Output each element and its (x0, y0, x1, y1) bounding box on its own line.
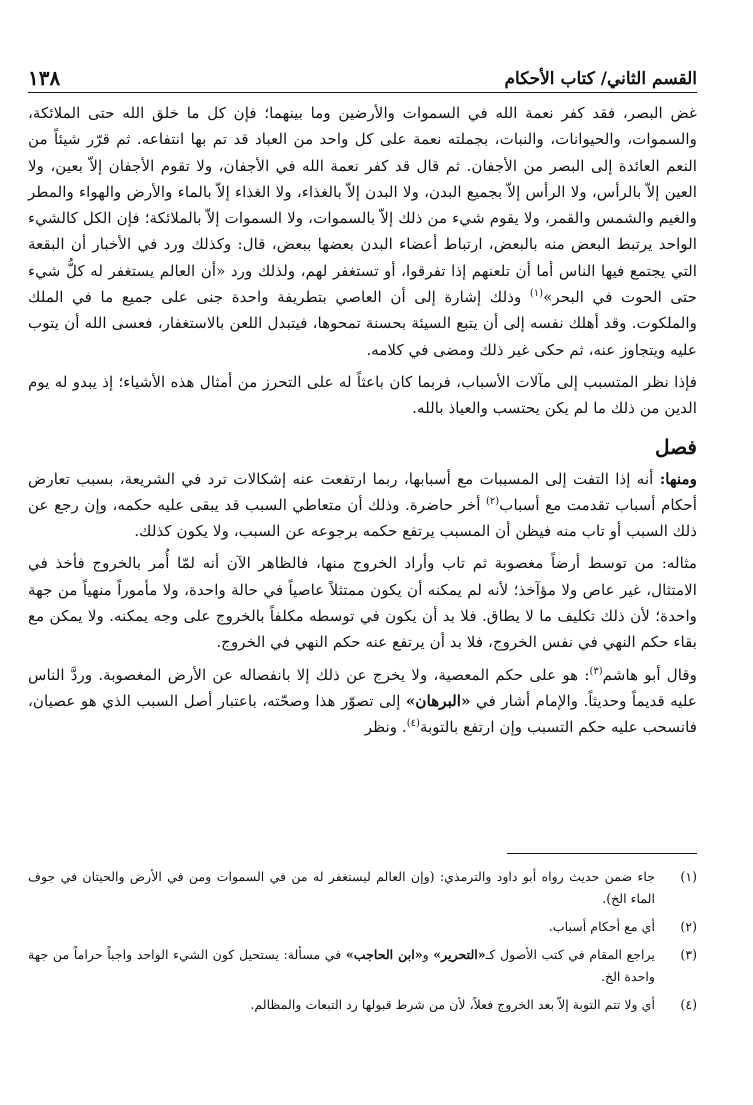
book-title-ibn-hajib: «ابن الحاجب» (345, 947, 423, 962)
paragraph-3 (28, 466, 697, 545)
paragraph-3-lead: ومنها: (659, 469, 697, 488)
footnote-3-text-a: يراجع المقام في كتب الأصول كـ (485, 947, 655, 962)
book-title-burhan: «البرهان» (405, 691, 471, 710)
footnote-ref-3: (٣) (589, 665, 603, 677)
footnote-text: أي مع أحكام أسباب. (548, 919, 655, 934)
footnote-ref-4: (٤) (406, 718, 420, 730)
footnote-2 (28, 916, 697, 938)
paragraph-4-text: مثاله: من توسط أرضاً مغصوبة ثم تاب وأراد الخروج منها، فالظاهر الآن أنه لمّا أُمر بالخروج فأخذ في الامتثال، غير عاص ولا مؤآخذ؛ لأنه لم يمكنه أن يكون ممتثلاً عاصياً في حالة واحدة، ولا مأموراً منهياً من جهة واحدة؛ لأن ذلك تكليف ما لا يطاق. فلا بد أن يكون في توسطه مكلفاً بالخروج على وجه يمكنه. ولا يمكن مع بقاء حكم النهي في نفس الخروج، فلا بد أن يرتفع عنه حكم النهي في الخروج. (28, 554, 697, 652)
paragraph-5-text-c: إلى تصوّر هذا وصحّته، باعتبار أصل السبب الذي هو عصيان، فانسحب عليه حكم التسبب وإن ارتفع بالتوبة (28, 691, 697, 737)
paragraph-5-text-a: وقال أبو هاشم (602, 665, 697, 684)
footnote-text: جاء ضمن حديث رواه أبو داود والترمذي: (وإن العالم ليستغفر له من في السموات ومن في الأرض والحيتان في جوف الماء الخ). (28, 869, 655, 906)
footnote-4 (28, 994, 697, 1016)
running-header (28, 60, 697, 93)
section-title: فصل (654, 434, 697, 459)
paragraph-1-text: غض البصر، فقد كفر نعمة الله في السموات والأرضين وما بينهما؛ فإن كل ما خلق الله حتى الملائكة، والسموات، والحيوانات، والنبات، بجملته نعمة على كل واحد من العباد قد تم بها انتفاعه. ثم قرّر شيئاً من النعم العائدة إلى البصر من الأجفان. ثم قال قد كفر نعمة الله في الأجفان، ولا تقوم الأجفان إلاّ بعين، ولا العين إلاّ بالرأس، ولا الرأس إلاّ بجميع البدن، ولا البدن إلاّ بالغذاء، ولا الغذاء إلاّ بالماء والأرض والهواء والمطر والغيم والشمس والقمر، ولا يقوم شيء من ذلك إلاّ بالسموات، ولا السموات إلاّ بالملائكة؛ فإن الكل كالشيء الواحد يرتبط البعض منه بالبعض، ارتباط أعضاء البدن بعضها ببعض، قال: وكذلك ورد في الأخبار أن البقعة التي يجتمع فيها الناس أما أن تلعنهم إذا تفرقوا، أو تستغفر لهم، ولذلك ورد «أن العالم يستغفر له كلُّ شيء حتى الحوت في البحر» (28, 104, 697, 307)
paragraph-3-text-b: أخر حاضرة. وذلك أن متعاطي السبب قد يبقى عليه حكمه، وإن رجع عن ذلك السبب أو تاب منه فيظن أن المسبب يرتفع حكمه برجوعه عن السبب، ولا يكون كذلك. (28, 495, 697, 541)
footnote-number: (٤) (680, 997, 697, 1012)
footnote-divider (507, 853, 697, 854)
footnote-3-text-b: و (422, 947, 434, 962)
footnote-number: (٣) (680, 947, 697, 962)
paragraph-2 (28, 369, 697, 422)
main-text (28, 100, 697, 741)
running-title: القسم الثاني/ كتاب الأحكام (504, 69, 697, 89)
footnote-text: أي ولا تتم التوبة إلاّ بعد الخروج فعلاً، لأن من شرط قبولها رد التبعات والمظالم. (250, 997, 655, 1012)
footnote-number: (١) (680, 869, 697, 884)
footnotes (28, 866, 697, 1022)
paragraph-5-text-d: . ونظر (364, 718, 407, 737)
footnote-ref-1: (١) (529, 288, 544, 300)
paragraph-5 (28, 662, 697, 741)
footnote-number: (٢) (680, 919, 697, 934)
book-title-tahrir: «التحرير» (433, 947, 486, 962)
page-number: ١٣٨ (28, 66, 61, 90)
footnote-3-text-c: في مسألة: يستحيل كون الشيء الواحد واجباً حراماً من جهة واحدة الخ. (28, 947, 655, 984)
paragraph-5-text-b: : هو على حكم المعصية، ولا يخرج عن ذلك إلا بانفصاله عن الأرض المغصوبة. وردَّ الناس عليه قديماً وحديثاً. والإمام أشار في (28, 665, 697, 710)
paragraph-1-tail: وذلك إشارة إلى أن العاصي بتطريفة واحدة جنى على جميع ما في الملك والملكوت. وقد أهلك نفسه إلى أن يتبع السيئة بحسنة تمحوها، فيتبدل اللعن بالاستغفار، فعسى الله أن يتوب عليه ويتجاوز عنه، ثم حكى غير ذلك ومضى في كلامه. (28, 288, 697, 359)
paragraph-2-text: فإذا نظر المتسبب إلى مآلات الأسباب، فربما كان باعثاً له على التحرز من أمثال هذه الأشياء؛ إذ يبدو له يوم الدين من ذلك ما لم يكن يحتسب والعياذ بالله. (28, 372, 697, 418)
paragraph-3-text-a: أنه إذا التفت إلى المسببات مع أسبابها، ربما ارتفعت عنه إشكالات ترد في الشريعة، بسبب تعارض أحكام أسباب تقدمت مع أسباب (28, 469, 697, 514)
paragraph-4 (28, 550, 697, 655)
footnote-1 (28, 866, 697, 910)
footnote-text (28, 944, 655, 988)
paragraph-1 (28, 100, 697, 363)
footnote-ref-2: (٢) (485, 495, 500, 507)
footnote-3 (28, 944, 697, 988)
